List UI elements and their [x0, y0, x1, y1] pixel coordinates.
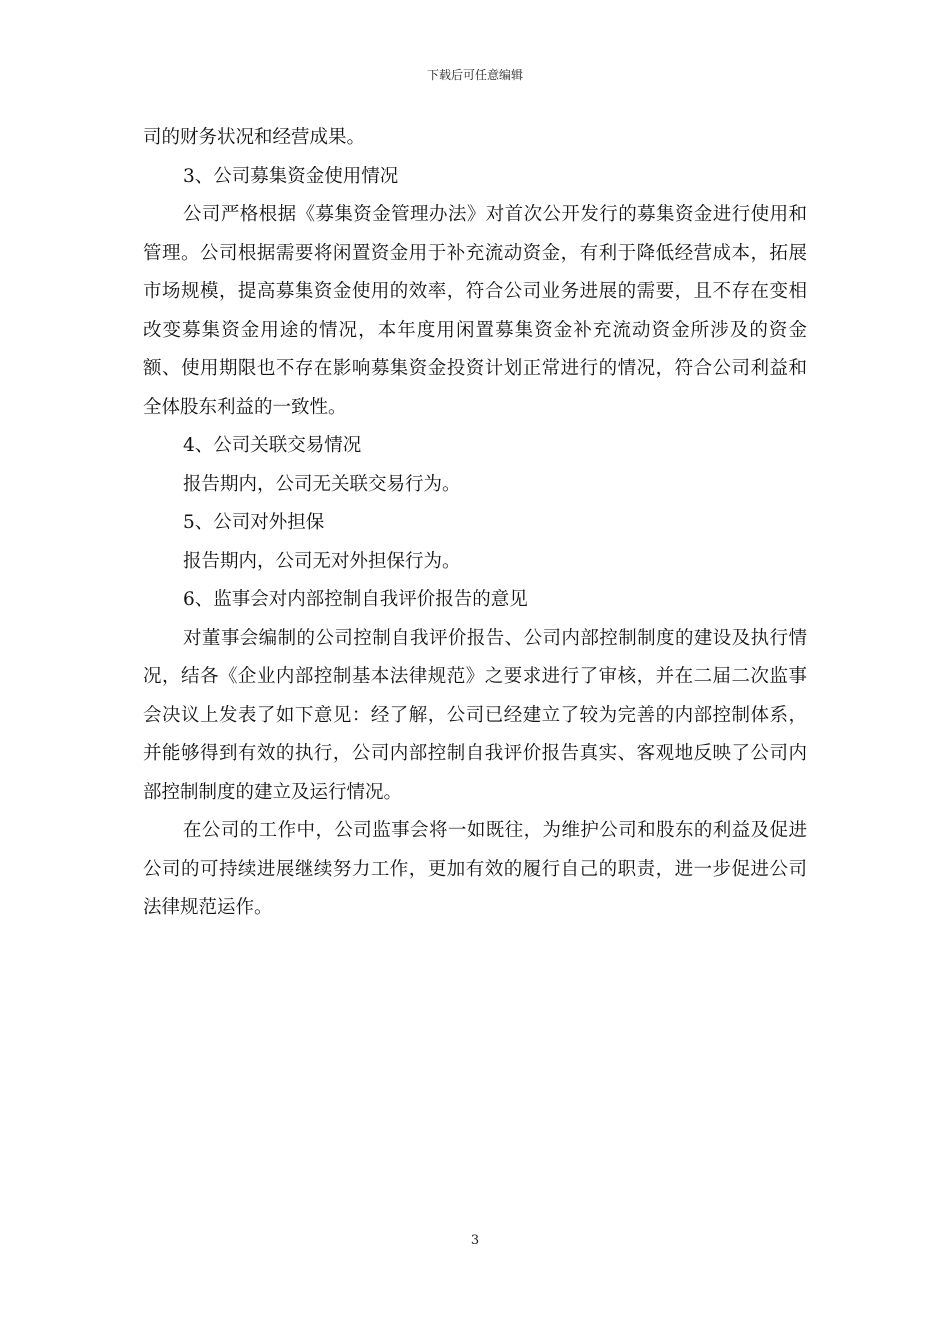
paragraph-continuation: 司的财务状况和经营成果。	[143, 127, 366, 148]
section-heading-related-transactions: 4、公司关联交易情况	[183, 435, 362, 456]
paragraph-related-transactions: 报告期内，公司无关联交易行为。	[183, 473, 461, 495]
paragraph-closing: 在公司的工作中，公司监事会将一如既往，为维护公司和股东的利益及促进公司的可持续进展继续努力工作，更加有效的履行自己的职责，进一步促进公司法律规范运作。	[143, 820, 807, 918]
section-heading-external-guarantee: 5、公司对外担保	[183, 512, 325, 533]
paragraph-internal-control: 对董事会编制的公司控制自我评价报告、公司内部控制制度的建设及执行情况，结各《企业内部控制基本法律规范》之要求进行了审核，并在二届二次监事会决议上发表了如下意见：经了解，公司已经建立了较为完善的内部控制体系，并能够得到有效的执行，公司内部控制自我评价报告真实、客观地反映了公司内部控制制度的建立及运行情况。	[143, 627, 807, 803]
paragraph-external-guarantee: 报告期内，公司无对外担保行为。	[183, 550, 461, 572]
paragraph-fund-usage: 公司严格根据《募集资金管理办法》对首次公开发行的募集资金进行使用和管理。公司根据需要将闲置资金用于补充流动资金，有利于降低经营成本，拓展市场规模，提高募集资金使用的效率，符合公司业务进展的需要，且不存在变相改变募集资金用途的情况，本年度用闲置募集资金补充流动资金所涉及的资金额、使用期限也不存在影响募集资金投资计划正常进行的情况，符合公司利益和全体股东利益的一致性。	[143, 204, 807, 418]
page-header: 下载后可任意编辑	[426, 68, 523, 82]
section-heading-internal-control: 6、监事会对内部控制自我评价报告的意见	[183, 589, 528, 610]
section-heading-fund-usage: 3、公司募集资金使用情况	[183, 165, 399, 187]
document-body	[143, 119, 807, 928]
page-number: 3	[470, 1233, 480, 1248]
